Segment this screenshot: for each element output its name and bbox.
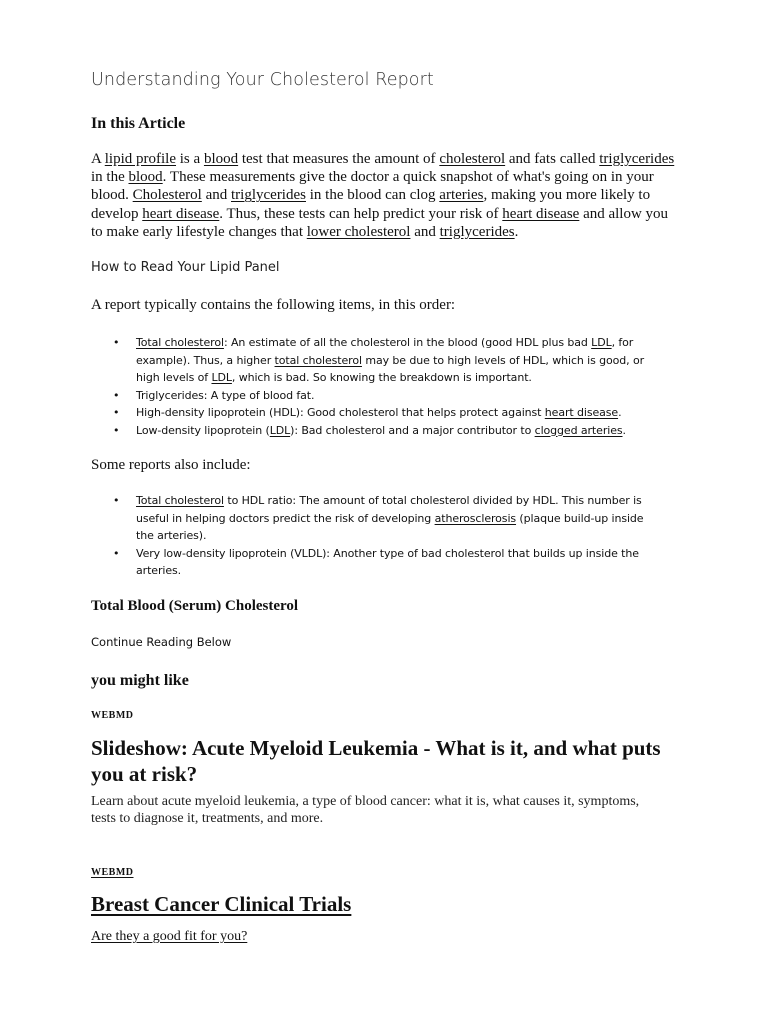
report-intro-text: A report typically contains the following items, in this order: (91, 297, 456, 313)
promo-source-label: WEBMD (91, 867, 134, 878)
text: . (514, 223, 519, 240)
text: useful in helping doctors predict the risk of developing (136, 511, 435, 525)
item-line (136, 422, 691, 440)
headline-line: Slideshow: Acute Myeloid Leukemia - What is it, and what puts (91, 736, 661, 760)
item-line (136, 492, 691, 510)
how-to-read-heading: How to Read Your Lipid Panel (91, 260, 280, 275)
promo-description (91, 794, 681, 827)
text: to HDL ratio: The amount of total cholesterol divided by HDL. This number is (223, 494, 642, 507)
item-line: Very low-density lipoprotein (VLDL): Another type of bad cholesterol that builds up inside the (136, 546, 639, 560)
text: , which is bad. So knowing the breakdown is important. (231, 371, 532, 384)
text: high levels of (136, 371, 212, 384)
in-this-article-heading: In this Article (91, 115, 186, 132)
link-total-cholesterol[interactable]: Total cholesterol (136, 494, 224, 507)
bullet-icon: • (113, 423, 120, 437)
text: and (410, 223, 440, 240)
text: test that measures the amount of (238, 151, 440, 167)
text: : An estimate of all the cholesterol in the blood (good HDL plus bad (223, 336, 592, 349)
headline-line: you at risk? (91, 762, 198, 786)
text: and fats called (505, 151, 600, 167)
link-lower-cholesterol[interactable]: lower cholesterol (306, 223, 411, 240)
continue-reading-label: Continue Reading Below (91, 635, 232, 649)
text: develop (91, 205, 143, 222)
bullet-icon: • (113, 388, 120, 402)
item-line (136, 352, 691, 370)
link-heart-disease[interactable]: heart disease (544, 406, 619, 419)
link-ldl[interactable]: LDL (269, 423, 291, 437)
bullet-icon: • (113, 494, 120, 507)
report-items-list (91, 334, 691, 439)
link-clogged-arteries[interactable]: clogged arteries (534, 423, 623, 437)
bullet-icon: • (113, 406, 120, 419)
serum-cholesterol-heading: Total Blood (Serum) Cholesterol (91, 598, 299, 614)
list-item (91, 545, 691, 580)
promo-headline-link[interactable] (91, 735, 681, 787)
text: Low-density lipoprotein ( (136, 423, 270, 437)
some-reports-text: Some reports also include: (91, 457, 251, 473)
text: may be due to high levels of HDL, which is good, or (361, 353, 645, 367)
link-heart-disease[interactable]: heart disease (502, 205, 580, 222)
text: blood. (91, 187, 133, 204)
text: in the (91, 169, 129, 186)
promo-source-label: WEBMD (91, 710, 134, 721)
text: in the blood can clog (305, 187, 440, 204)
item-line (136, 404, 691, 422)
page-title: Understanding Your Cholesterol Report (91, 70, 434, 90)
link-lipid-profile[interactable]: lipid profile (104, 151, 177, 167)
promo-headline-link[interactable]: Breast Cancer Clinical Trials (91, 892, 352, 916)
text: is a (176, 151, 204, 167)
intro-line-5 (91, 223, 681, 241)
link-triglycerides[interactable]: triglycerides (599, 151, 675, 167)
link-cholesterol[interactable]: Cholesterol (132, 187, 202, 204)
link-arteries[interactable]: arteries (439, 187, 484, 204)
bullet-icon: • (113, 546, 120, 560)
text: , for (611, 336, 634, 349)
link-heart-disease[interactable]: heart disease (142, 205, 220, 222)
text: and (201, 187, 231, 204)
text: example). Thus, a higher (136, 353, 275, 367)
text: to make early lifestyle changes that (91, 223, 307, 240)
link-total-cholesterol[interactable]: Total cholesterol (136, 336, 224, 349)
link-blood[interactable]: blood (128, 169, 163, 186)
item-line (136, 369, 691, 387)
list-item (91, 422, 691, 440)
description-line: tests to diagnose it, treatments, and more. (91, 810, 324, 826)
item-line: the arteries). (136, 529, 207, 542)
item-line (136, 334, 691, 352)
link-ldl[interactable]: LDL (211, 371, 232, 384)
link-ldl[interactable]: LDL (591, 336, 612, 349)
list-item (91, 334, 691, 387)
intro-paragraph (91, 150, 681, 241)
list-item (91, 492, 691, 545)
link-total-cholesterol[interactable]: total cholesterol (274, 353, 362, 367)
extra-items-list (91, 492, 691, 580)
text: (plaque build-up inside (516, 511, 644, 525)
link-triglycerides[interactable]: triglycerides (439, 223, 515, 240)
text: . Thus, these tests can help predict your risk of (219, 205, 503, 222)
text: . (622, 423, 626, 437)
text: . These measurements give the doctor a quick snapshot of what's going on in your (162, 169, 654, 186)
list-item (91, 387, 691, 405)
text: , making you more likely to (483, 187, 651, 204)
intro-line-1 (91, 150, 681, 168)
bullet-icon: • (113, 336, 120, 349)
text: High-density lipoprotein (HDL): Good cholesterol that helps protect against (136, 406, 545, 419)
item-line: arteries. (136, 564, 182, 577)
text: A (91, 151, 105, 167)
list-item (91, 404, 691, 422)
description-line: Learn about acute myeloid leukemia, a type of blood cancer: what it is, what causes it, symptoms, (91, 794, 640, 809)
you-might-like-heading: you might like (91, 672, 189, 689)
promo-description-link[interactable]: Are they a good fit for you? (91, 929, 248, 944)
item-line: Triglycerides: A type of blood fat. (136, 388, 315, 402)
text: . (618, 406, 622, 419)
item-line (136, 510, 691, 528)
link-atherosclerosis[interactable]: atherosclerosis (434, 511, 517, 525)
text: and allow you (579, 205, 669, 222)
text: ): Bad cholesterol and a major contributor to (290, 423, 535, 437)
link-blood[interactable]: blood (203, 151, 239, 167)
intro-line-3 (91, 186, 681, 204)
link-cholesterol[interactable]: cholesterol (439, 151, 506, 167)
intro-line-4 (91, 205, 681, 223)
link-triglycerides[interactable]: triglycerides (231, 187, 306, 204)
intro-line-2 (91, 168, 681, 186)
